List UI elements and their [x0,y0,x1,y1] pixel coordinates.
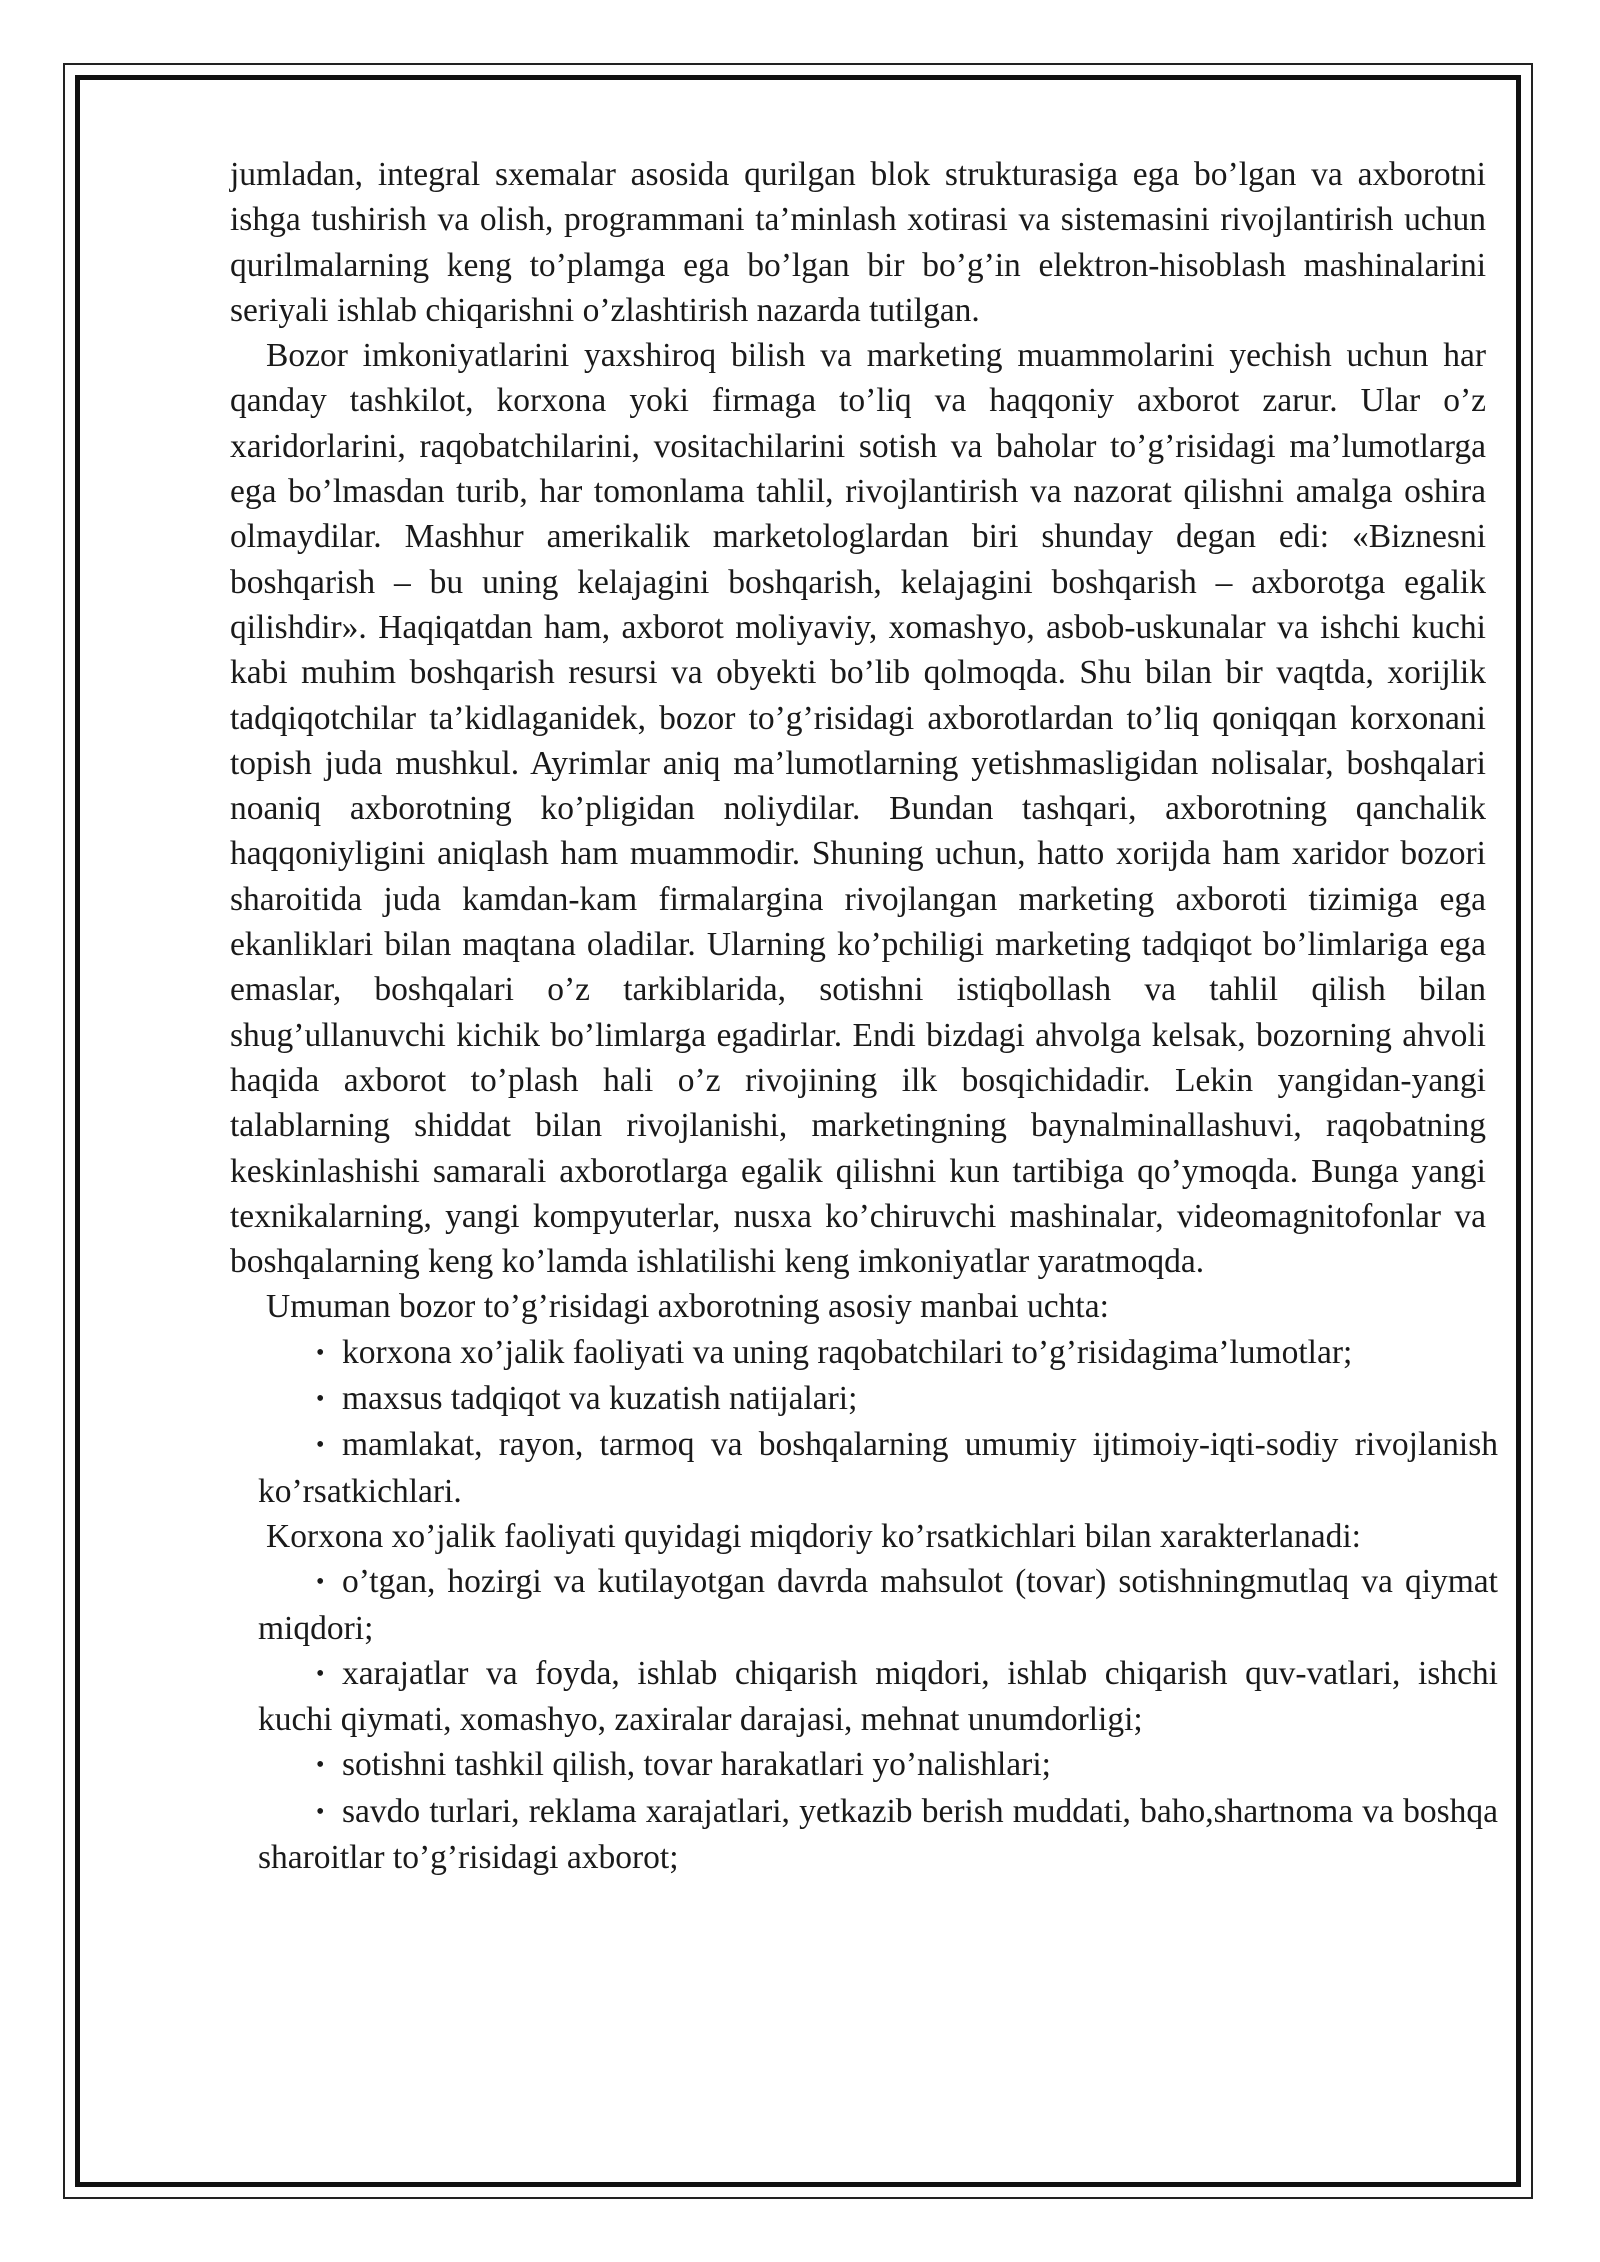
bullet-icon: • [316,1386,325,1413]
page-text [230,152,1498,1880]
bullet-icon: • [316,1432,325,1459]
list-item-text: xarajatlar va foyda, ishlab chiqarish miqdori, ishlab chiqarish quv-vatlari, ishchi kuchi qiymati, xomashyo, zaxiralar darajasi, mehnat unumdorligi; [258,1654,1498,1739]
paragraph-1: jumladan, integral sxemalar asosida qurilgan blok strukturasiga ega bo’lgan va axborotni ishga tushirish va olish, programmani ta’minlash xotirasi va sistemasini rivojlantirish uchun qurilmalarning keng to’plamga ega bo’lgan bir bo’g’in elektron-hisoblash mashinalarini seriyali ishlab chiqarishni o’zlashtirish nazarda tutilgan. [230,156,1486,329]
list-item [230,1330,1498,1376]
list-item [230,1742,1486,1788]
list-item-text: korxona xo’jalik faoliyati va uning raqobatchilari to’g’risidagima’lumotlar; [342,1333,1353,1371]
list-item-text: o’tgan, hozirgi va kutilayotgan davrda mahsulot (tovar) sotishningmutlaq va qiymat miqdori; [258,1563,1498,1647]
bullet-icon: • [316,1569,325,1596]
paragraph-4: Korxona xo’jalik faoliyati quyidagi miqdoriy ko’rsatkichlari bilan xarakterlanadi: [266,1517,1361,1555]
list-item-text: mamlakat, rayon, tarmoq va boshqalarning umumiy ijtimoiy-iqti-sodiy rivojlanish ko’rsatkichlari. [258,1426,1498,1510]
list-item-text: maxsus tadqiqot va kuzatish natijalari; [342,1380,858,1418]
list-item [230,1422,1498,1514]
paragraph-2: Bozor imkoniyatlarini yaxshiroq bilish va marketing muammolarini yechish uchun har qanday tashkilot, korxona yoki firmaga to’liq va haqqoniy axborot zarur. Ular o’z xaridorlarini, raqobatchilarini, vositachilarini sotish va baholar to’g’risidagi ma’lumotlarga ega bo’lmasdan turib, har tomonlama tahlil, rivojlantirish va nazorat qilishni amalga oshira olmaydilar. Mashhur amerikalik marketologlardan biri shunday degan edi: «Biznesni boshqarish – bu uning kelajagini boshqarish, kelajagini boshqarish – axborotga egalik qilishdir». Haqiqatdan ham, axborot moliyaviy, xomashyo, asbob-uskunalar va ishchi kuchi kabi muhim boshqarish resursi va obyekti bo’lib qolmoqda. Shu bilan bir vaqtda, xorijlik tadqiqotchilar ta’kidlaganidek, bozor to’g’risidagi axborotlardan to’liq qoniqqan korxonani topish juda mushkul. Ayrimlar aniq ma’lumotlarning yetishmasligidan nolisalar, boshqalari noaniq axborotning ko’pligidan noliydilar. Bundan tashqari, axborotning qanchalik haqqoniyligini aniqlash ham muammodir. Shuning uchun, hatto xorijda ham xaridor bozori sharoitida juda kamdan-kam firmalargina rivojlangan marketing axboroti tizimiga ega ekanliklari bilan maqtana oladilar. Ularning ko’pchiligi marketing tadqiqot bo’limlariga ega emaslar, boshqalari o’z tarkiblarida, sotishni istiqbollash va tahlil qilish bilan shug’ullanuvchi kichik bo’limlarga egadirlar. Endi bizdagi ahvolga kelsak, bozorning ahvoli haqida axborot to’plash hali o’z rivojining ilk bosqichidadir. Lekin yangidan-yangi talablarning shiddat bilan rivojlanishi, marketingning baynalminallashuvi, raqobatning keskinlashishi samarali axborotlarga egalik qilishni kun tartibiga qo’ymoqda. Bunga yangi texnikalarning, yangi kompyuterlar, nusxa ko’chiruvchi mashinalar, videomagnitofonlar va boshqalarning keng ko’lamda ishlatilishi keng imkoniyatlar yaratmoqda. [230,337,1486,1281]
paragraph-3: Umuman bozor to’g’risidagi axborotning asosiy manbai uchta: [266,1288,1109,1326]
bullet-icon: • [316,1798,325,1825]
list-item [230,1559,1498,1651]
list-item-text: sotishni tashkil qilish, tovar harakatlari yo’nalishlari; [342,1746,1051,1784]
bullet-icon: • [316,1339,325,1366]
list-item [230,1651,1498,1743]
list-item [230,1376,1486,1422]
list-item [230,1789,1498,1881]
bullet-icon: • [316,1752,325,1779]
bullet-icon: • [316,1660,325,1687]
list-item-text: savdo turlari, reklama xarajatlari, yetkazib berish muddati, baho,shartnoma va boshqa sharoitlar to’g’risidagi axborot; [258,1792,1498,1876]
